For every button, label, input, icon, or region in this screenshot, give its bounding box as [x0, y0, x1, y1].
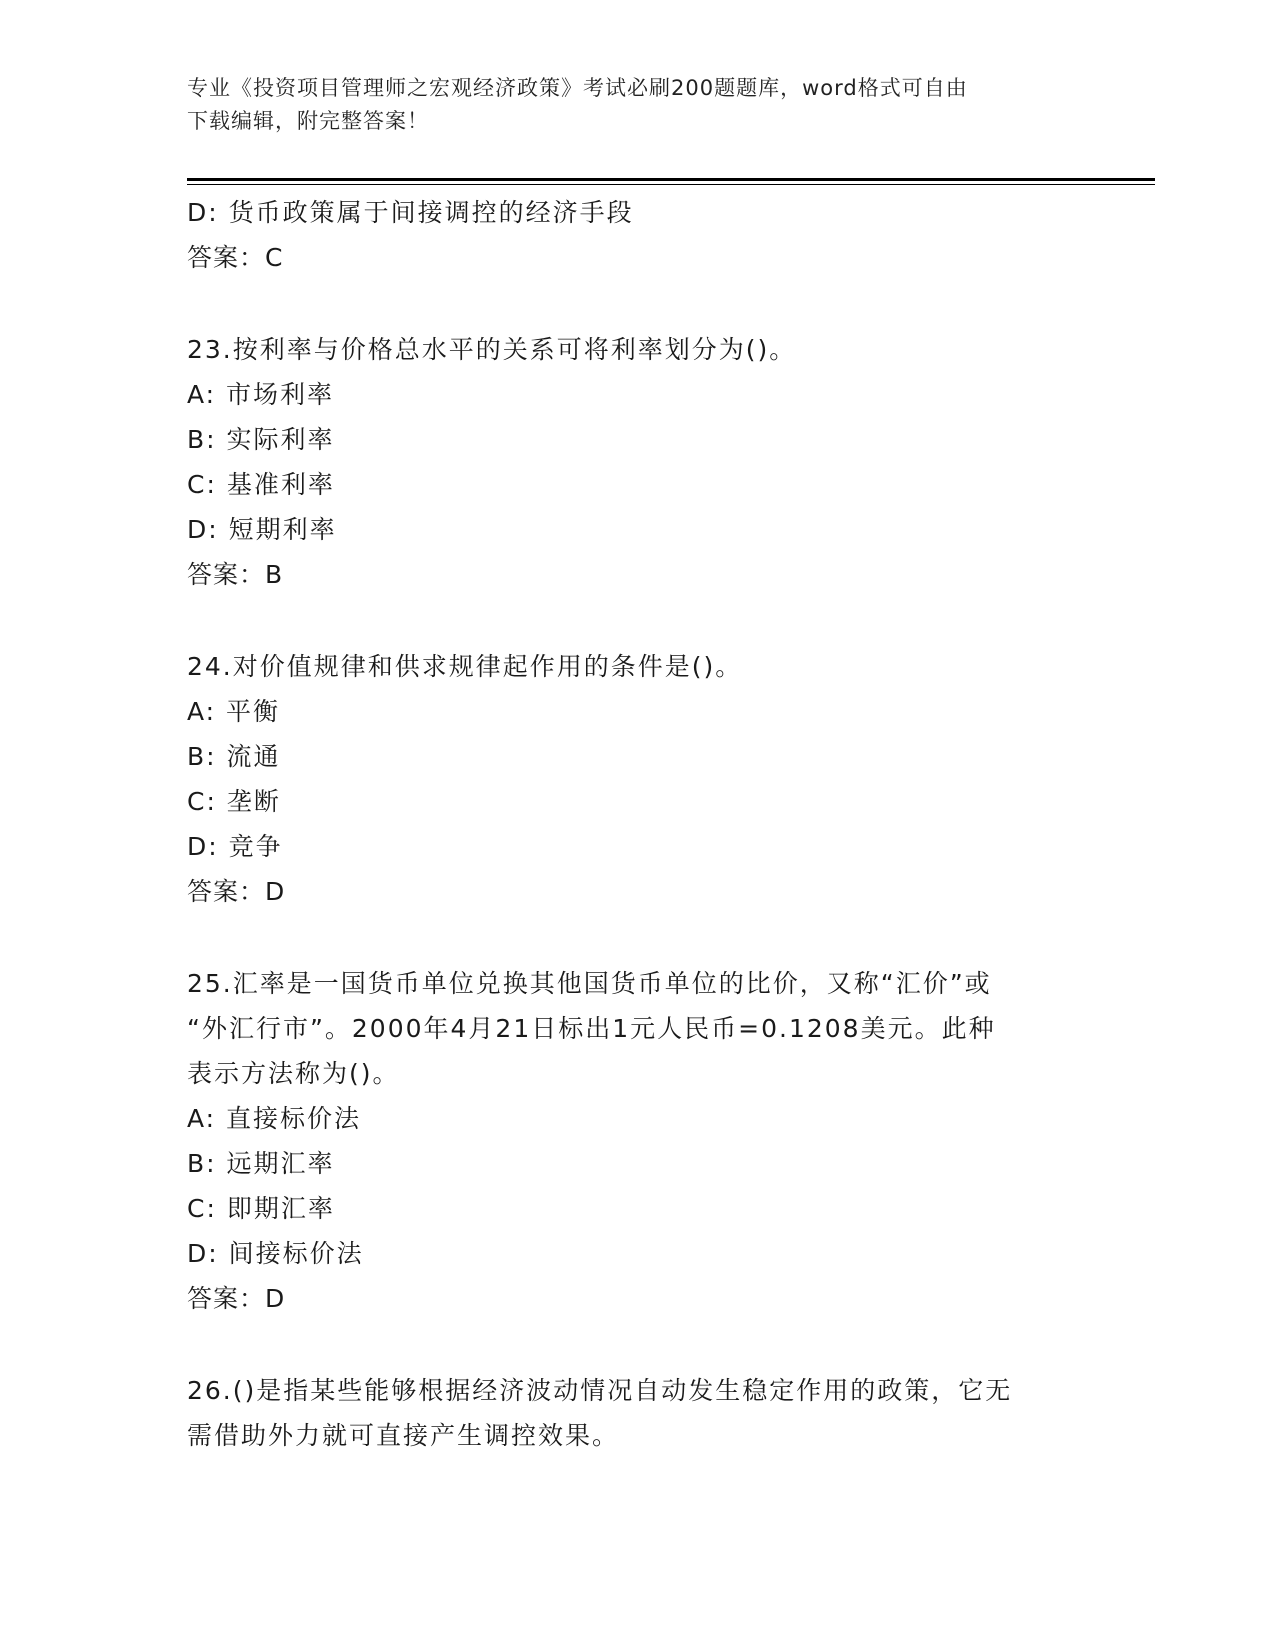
- option-c: C: 基准利率: [187, 470, 335, 499]
- option-d: D: 间接标价法: [187, 1239, 364, 1268]
- question-text: 24.对价值规律和供求规律起作用的条件是()。: [187, 652, 743, 681]
- document-header: [187, 72, 1067, 138]
- question-text-line-1: 25.汇率是一国货币单位兑换其他国货币单位的比价，又称“汇价”或: [187, 969, 992, 998]
- option-c: C: 垄断: [187, 787, 281, 816]
- option-b: B: 远期汇率: [187, 1149, 335, 1178]
- answer-line: 答案：D: [187, 877, 286, 906]
- question-block-25: [187, 961, 1087, 1321]
- header-line-1: 专业《投资项目管理师之宏观经济政策》考试必刷200题题库，word格式可自由: [187, 76, 968, 100]
- option-d: D: 竞争: [187, 832, 283, 861]
- option-c: C: 即期汇率: [187, 1194, 335, 1223]
- question-text-line-2: 需借助外力就可直接产生调控效果。: [187, 1421, 620, 1450]
- option-d: D: 货币政策属于间接调控的经济手段: [187, 198, 634, 227]
- question-block-26: [187, 1368, 1087, 1458]
- header-rule-thin: [187, 184, 1155, 185]
- question-text-line-2: “外汇行市”。2000年4月21日标出1元人民币=0.1208美元。此种: [187, 1014, 996, 1043]
- option-a: A: 平衡: [187, 697, 281, 726]
- question-block-23: [187, 327, 1087, 597]
- question-text-line-3: 表示方法称为()。: [187, 1059, 400, 1088]
- question-list: [187, 190, 1087, 1458]
- header-line-2: 下载编辑，附完整答案！: [187, 109, 429, 133]
- answer-line: 答案：B: [187, 560, 284, 589]
- question-block-24: [187, 644, 1087, 914]
- answer-line: 答案：C: [187, 243, 284, 272]
- option-a: A: 市场利率: [187, 380, 335, 409]
- question-text-line-1: 26.()是指某些能够根据经济波动情况自动发生稳定作用的政策，它无: [187, 1376, 1013, 1405]
- answer-line: 答案：D: [187, 1284, 286, 1313]
- option-a: A: 直接标价法: [187, 1104, 362, 1133]
- option-b: B: 流通: [187, 742, 281, 771]
- header-rule-thick: [187, 178, 1155, 181]
- question-text: 23.按利率与价格总水平的关系可将利率划分为()。: [187, 335, 797, 364]
- option-b: B: 实际利率: [187, 425, 335, 454]
- option-d: D: 短期利率: [187, 515, 337, 544]
